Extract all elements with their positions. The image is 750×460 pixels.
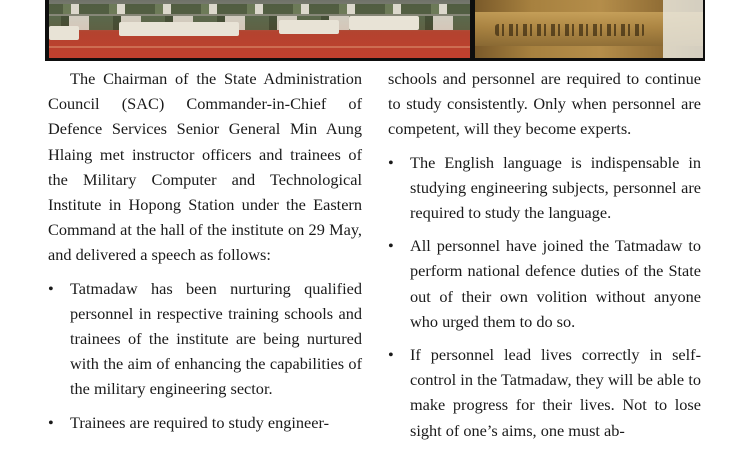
bullet-icon: • xyxy=(388,345,394,365)
list-item xyxy=(388,342,701,443)
photo-strip xyxy=(45,0,705,61)
right-column xyxy=(388,66,701,443)
list-item xyxy=(48,410,362,435)
bullet-icon: • xyxy=(48,412,54,432)
left-column xyxy=(48,66,362,435)
photo-meeting-hall xyxy=(49,0,470,58)
continuation-paragraph: schools and personnel are required to continue to study consistently. Only when personnel are competent, will they become experts. xyxy=(388,69,701,139)
list-item-text: Tatmadaw has been nurturing qualified personnel in respective training schools and trainees of the institute are being nurtured with the aim of enhancing the capabilities of the military engineering sector. xyxy=(70,278,362,399)
bullet-icon: • xyxy=(388,152,394,172)
list-item xyxy=(48,276,362,402)
list-item-text: All personnel have joined the Tatmadaw to perform national defence duties of the State out of their own volition without anyone who urged them to do so. xyxy=(410,236,701,331)
list-item-text: The English language is indispensable in studying engineering subjects, personnel are required to study the language. xyxy=(410,152,701,223)
right-bullet-list xyxy=(388,150,701,443)
bullet-icon: • xyxy=(388,236,394,256)
photo-bronze-bell xyxy=(475,0,703,58)
list-item xyxy=(388,150,701,226)
list-item-text: If personnel lead lives correctly in self-control in the Tatmadaw, they will be able to make progress for their lives. Not to lose sight of one’s aims, one must ab- xyxy=(410,345,701,440)
list-item xyxy=(388,233,701,334)
bullet-icon: • xyxy=(48,278,54,298)
intro-paragraph: The Chairman of the State Administration Council (SAC) Commander-in-Chief of Defence Services Senior General Min Aung Hlaing met instructor officers and trainees of the Military Computer and Technological Institute in Hopong Station under the Eastern Command at the hall of the institute on 29 May, and delivered a speech as follows: xyxy=(48,69,362,265)
left-bullet-list xyxy=(48,276,362,435)
list-item-text: Trainees are required to study engineer- xyxy=(70,412,330,432)
